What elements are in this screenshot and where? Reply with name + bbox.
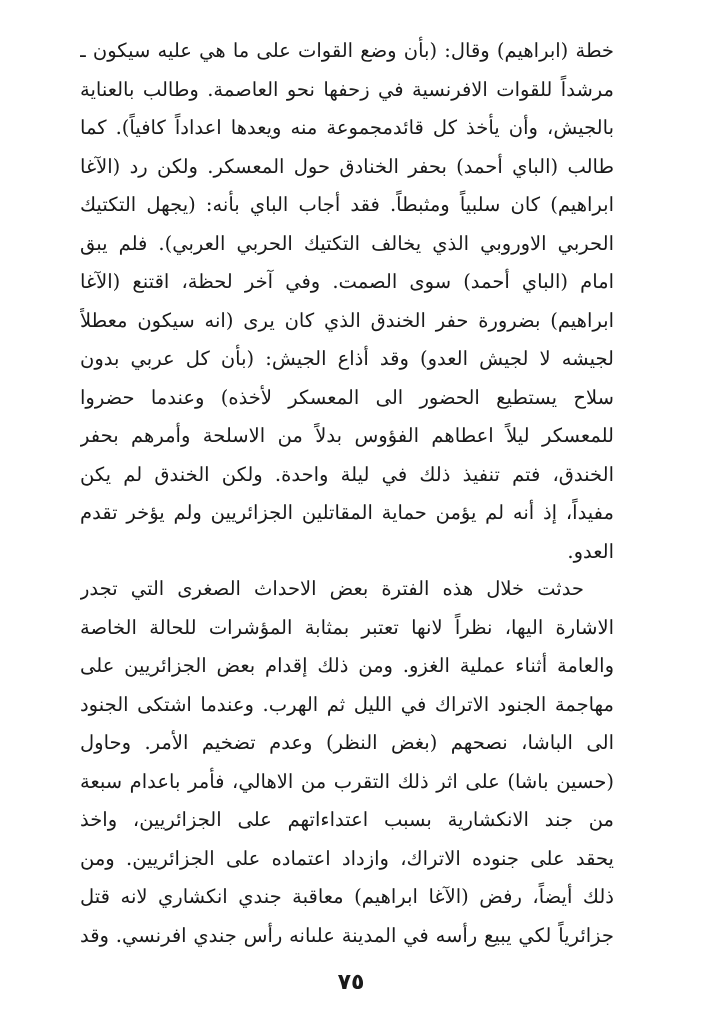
text-line: جزائرياً لكي يبيع رأسه في المدينة علىانه رأس جندي افرنسي. وقد — [80, 923, 614, 947]
text-line: لجيشه لا لجيش العدو) وقد أذاع الجيش: (بأن كل عربي بدون — [80, 347, 614, 370]
text-line: ابراهيم) بضرورة حفر الخندق الذي كان يرى (انه سيكون معطلاً — [80, 308, 614, 332]
text-line: سلاح يستطيع الحضور الى المعسكر لأخذه) وعندما حضروا — [80, 385, 614, 409]
paragraph-1 — [80, 32, 614, 571]
text-line: يحقد على جنوده الاتراك، وازداد اعتماده على الجزائريين. ومن — [80, 846, 614, 870]
text-line: للمعسكر ليلاً اعطاهم الفؤوس بدلاً من الاسلحة وأمرهم بحفر — [80, 424, 614, 447]
text-line: العدو. — [567, 539, 614, 563]
text-line: امام (الباي أحمد) سوى الصمت. وفي آخر لحظة، اقتنع (الآغا — [80, 270, 614, 293]
text-line: ذلك أيضاً، رفض (الآغا ابراهيم) معاقبة جندي انكشاري لانه قتل — [80, 885, 614, 908]
text-line: مهاجمة الجنود الاتراك في الليل ثم الهرب. وعندما اشتكى الجنود — [80, 692, 614, 716]
text-line: طالب (الباي أحمد) بحفر الخنادق حول المعسكر. ولكن رد (الآغا — [80, 154, 614, 178]
text-line: الاشارة اليها، نظراً لانها تعتبر بمثابة المؤشرات للحالة الخاصة — [80, 615, 614, 639]
paragraph-2 — [80, 570, 614, 955]
text-line: من جند الانكشارية بسبب اعتداءاتهم على الجزائريين، واخذ — [80, 808, 614, 831]
text-line: حدثت خلال هذه الفترة بعض الاحداث الصغرى التي تجدر — [80, 577, 584, 600]
text-line: (حسين باشا) على اثر ذلك التقرب من الاهالي، فأمر باعدام سبعة — [80, 769, 614, 793]
text-line: والعامة أثناء عملية الغزو. ومن ذلك إقدام بعض الجزائريين على — [80, 654, 614, 677]
text-line: خطة (ابراهيم) وقال: (بأن وضع القوات على ما هي عليه سيكون ـ — [80, 39, 614, 62]
text-line: مرشداً للقوات الافرنسية في زحفها نحو العاصمة. وطالب بالعناية — [80, 77, 614, 101]
text-line: الخندق، فتم تنفيذ ذلك في ليلة واحدة. ولكن الخندق لم يكن — [80, 462, 614, 486]
text-line: بالجيش، وأن يأخذ كل قائدمجموعة منه ويعدها اعداداً كافياً). كما — [80, 116, 614, 139]
page-number: ٧٥ — [337, 970, 365, 995]
text-line: الى الباشا، نصحهم (بغض النظر) وعدم تضخيم الأمر. وحاول — [80, 731, 614, 754]
text-line: الحربي الاوروبي الذي يخالف التكتيك الحربي العربي). فلم يبق — [80, 231, 614, 255]
text-line: ابراهيم) كان سلبياً ومثبطاً. فقد أجاب الباي بأنه: (يجهل التكتيك — [80, 193, 614, 216]
text-line: مفيداً، إذ أنه لم يؤمن حماية المقاتلين الجزائريين ولم يؤخر تقدم — [80, 501, 614, 524]
